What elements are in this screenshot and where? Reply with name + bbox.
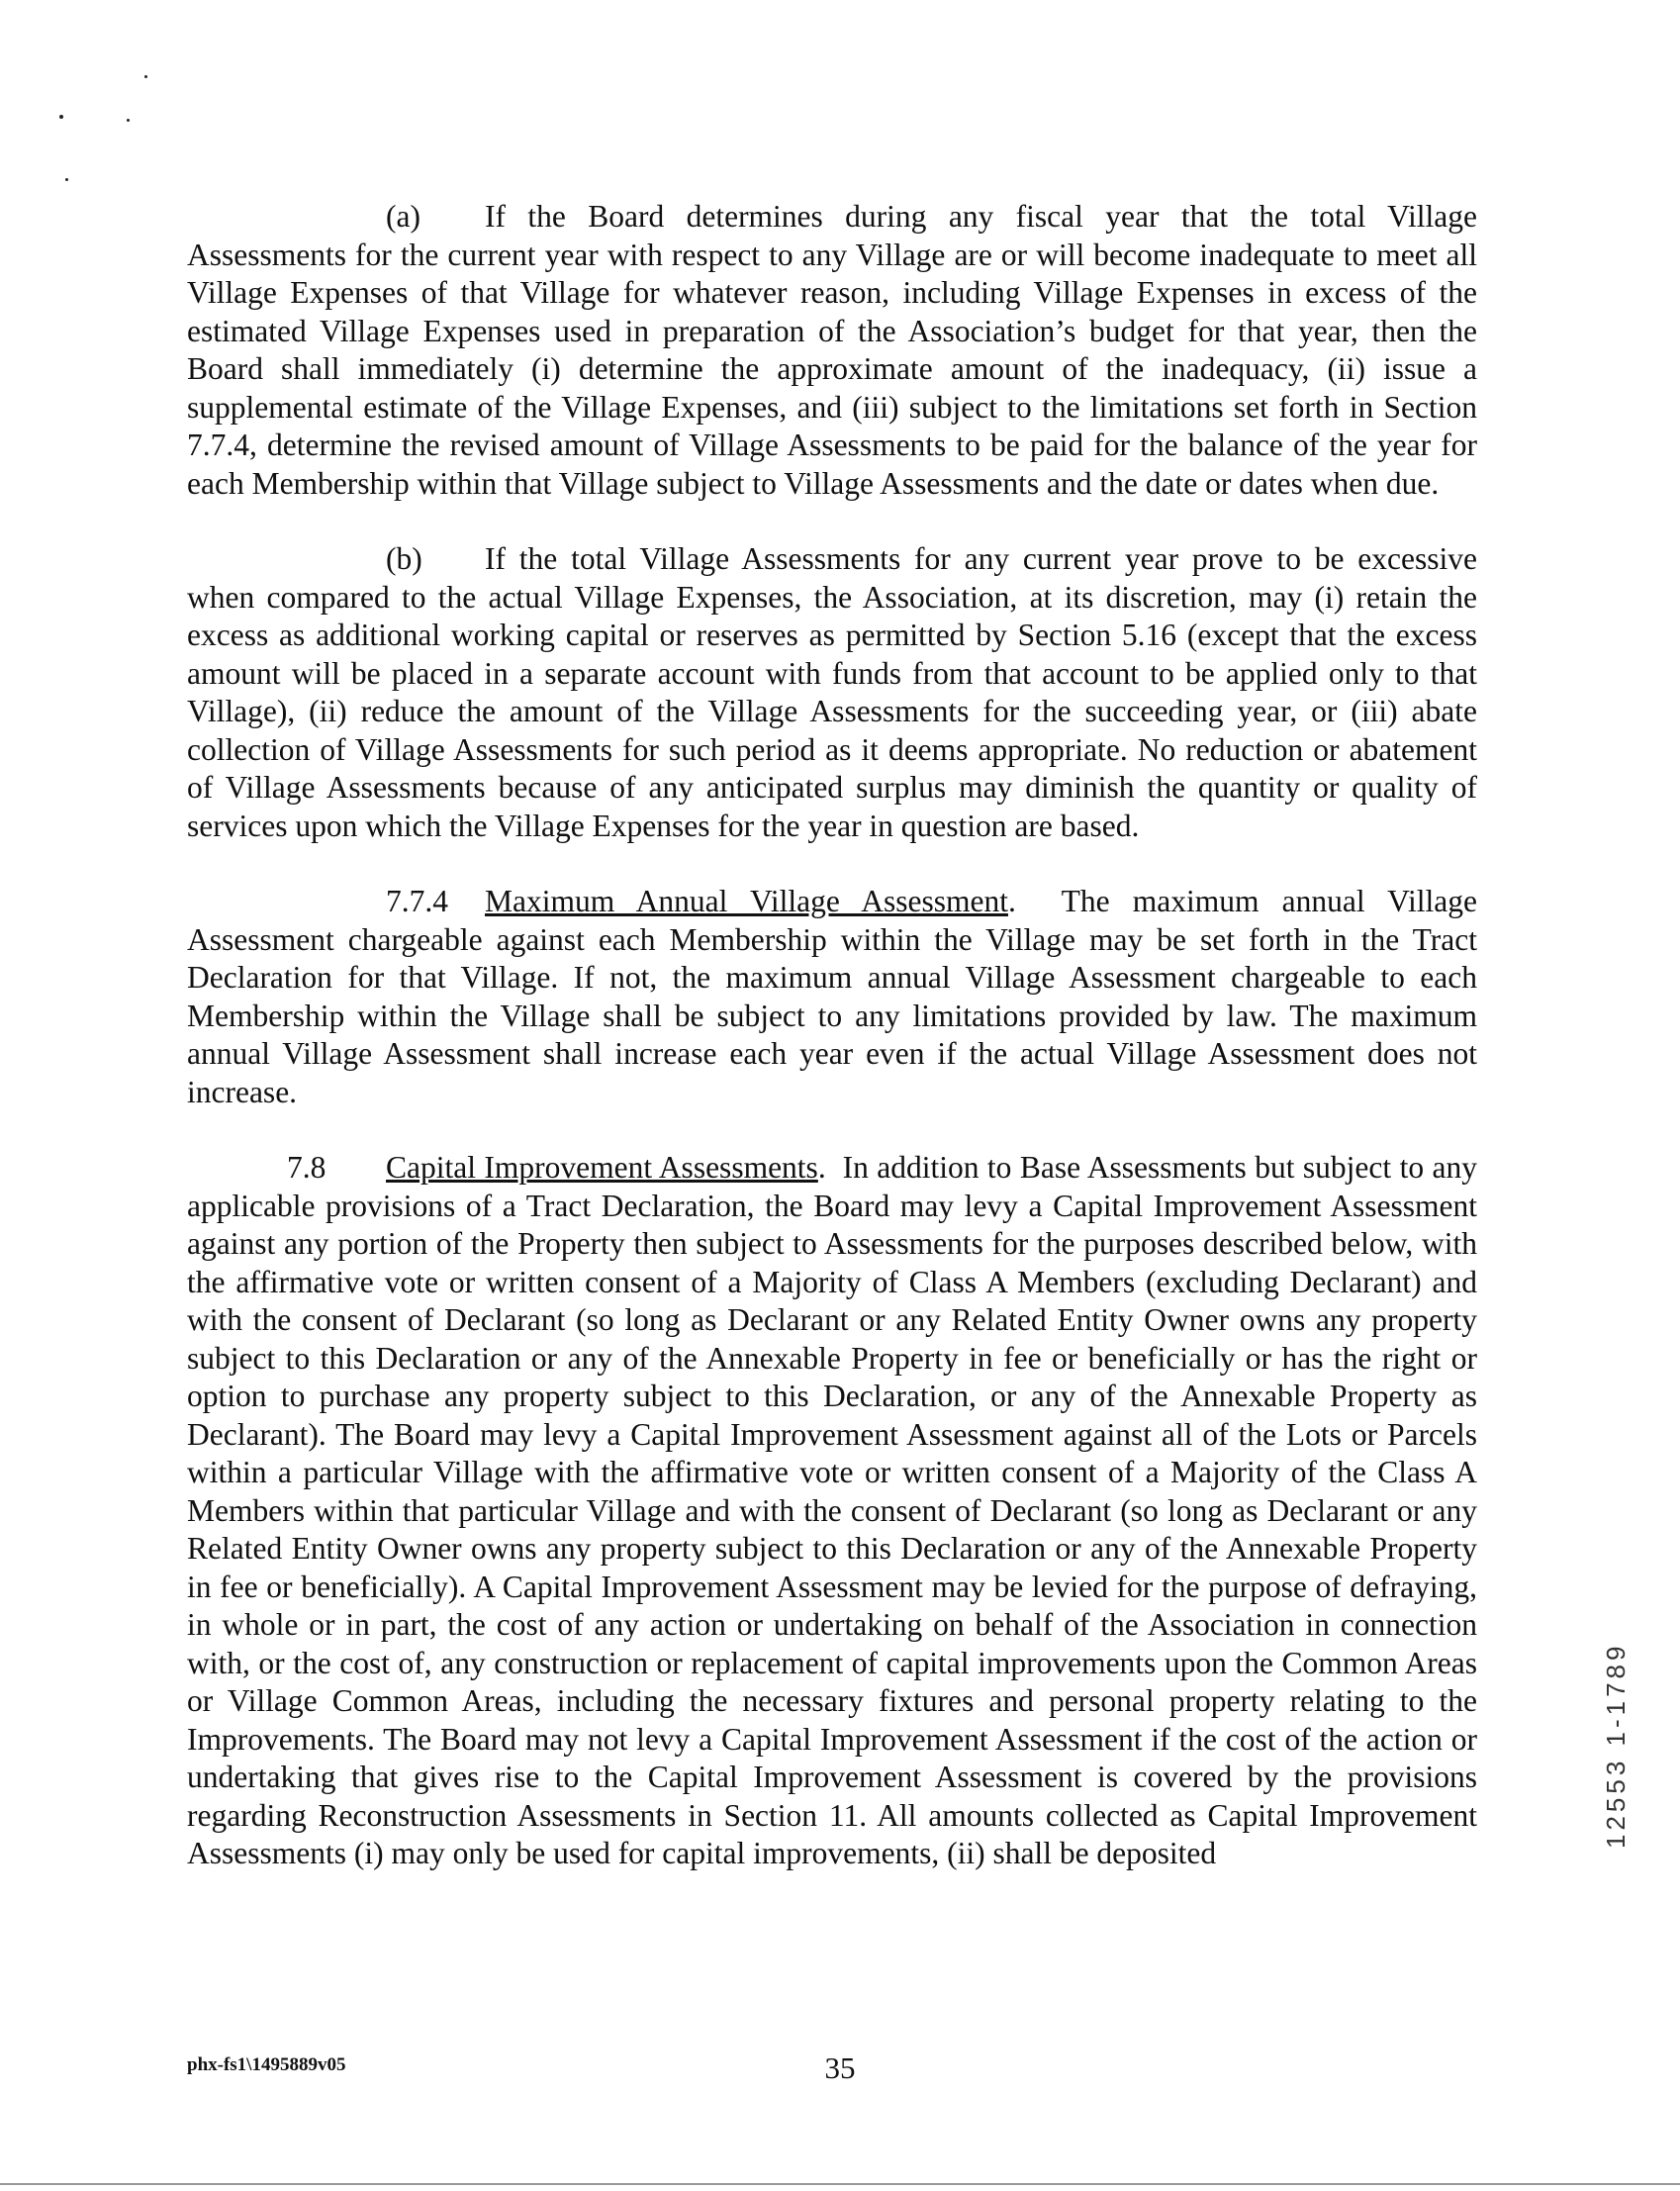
paragraph-a [187, 198, 1477, 503]
section-7-8-number: 7.8 [287, 1150, 327, 1185]
section-7-8-heading-end: . [817, 1150, 826, 1185]
paragraph-b-text: If the total Village Assessments for any current year prove to be excessive when compared to the actual Village Expenses, the Association, at its discretion, may (i) retain the excess as additional working capital or reserves as permitted by Section 5.16 (except that the excess amount will be placed in a separate account with funds from that account to be applied only to that Village), (ii) reduce the amount of the Village Assessments for the succeeding year, or (iii) abate collection of Village Assessments for such period as it deems appropriate. No reduction or abatement of Village Assessments because of any anticipated surplus may diminish the quantity or quality of services upon which the Village Expenses for the year in question are based. [187, 541, 1477, 843]
recording-stamp: 12553 1-1789 [1601, 1642, 1631, 1849]
scan-speck [65, 178, 68, 181]
footer-document-id: phx-fs1\1495889v05 [187, 2054, 346, 2075]
scan-speck [59, 115, 63, 119]
section-7-7-4 [187, 883, 1477, 1111]
section-7-8-text: In addition to Base Assessments but subject to any applicable provisions of a Tract Declaration, the Board may levy a Capital Improvement Assessment against any portion of the Property then subject to Assessments for the purposes described below, with the affirmative vote or written consent of a Majority of Class A Members (excluding Declarant) and with the consent of Declarant (so long as Declarant or any Related Entity Owner owns any property subject to this Declaration or any of the Annexable Property in fee or beneficially or has the right or option to purchase any property subject to this Declaration, or any of the Annexable Property as Declarant). The Board may levy a Capital Improvement Assessment against all of the Lots or Parcels within a particular Village with the affirmative vote or written consent of a Majority of the Class A Members within that particular Village and with the consent of Declarant (so long as Declarant or any Related Entity Owner owns any property subject to this Declaration or any of the Annexable Property in fee or beneficially). A Capital Improvement Assessment may be levied for the purpose of defraying, in whole or in part, the cost of any action or undertaking on behalf of the Association in connection with, or the cost of, any construction or replacement of capital improvements upon the Common Areas or Village Common Areas, including the necessary fixtures and personal property relating to the Improvements. The Board may not levy a Capital Improvement Assessment if the cost of the action or undertaking that gives rise to the Capital Improvement Assessment is covered by the provisions regarding Reconstruction Assessments in Section 11. All amounts collected as Capital Improvement Assessments (i) may only be used for capital improvements, (ii) shall be deposited [187, 1150, 1478, 1870]
paragraph-b [187, 540, 1477, 845]
section-7-7-4-heading: Maximum Annual Village Assessment [485, 884, 1008, 918]
paragraph-a-text: If the Board determines during any fiscal year that the total Village Assessments for the current year with respect to any Village are or will become inadequate to meet all Village Expenses of that Village for whatever reason, including Village Expenses in excess of the estimated Village Expenses used in preparation of the Association’s budget for that year, then the Board shall immediately (i) determine the approximate amount of the inadequacy, (ii) issue a supplemental estimate of the Village Expenses, and (iii) subject to the limitations set forth in Section 7.7.4, determine the revised amount of Village Assessments to be paid for the balance of the year for each Membership within that Village subject to Village Assessments and the date or dates when due. [187, 199, 1477, 501]
page-number: 35 [824, 2050, 856, 2085]
document-body [187, 198, 1477, 1873]
section-7-7-4-text: The maximum annual Village Assessment chargeable against each Membership within the Village may be set forth in the Tract Declaration for that Village. If not, the maximum annual Village Assessment chargeable to each Membership within the Village shall be subject to any limitations provided by law. The maximum annual Village Assessment shall increase each year even if the actual Village Assessment does not increase. [187, 884, 1477, 1109]
section-7-8-heading: Capital Improvement Assessments [386, 1150, 818, 1185]
section-7-7-4-number: 7.7.4 [386, 884, 448, 918]
section-7-8 [187, 1149, 1477, 1873]
scan-speck [144, 75, 147, 78]
scan-speck [127, 119, 130, 122]
paragraph-b-label: (b) [386, 541, 422, 576]
scan-edge-line [0, 2183, 1680, 2185]
paragraph-a-label: (a) [386, 199, 420, 234]
section-7-7-4-heading-end: . [1007, 884, 1016, 918]
